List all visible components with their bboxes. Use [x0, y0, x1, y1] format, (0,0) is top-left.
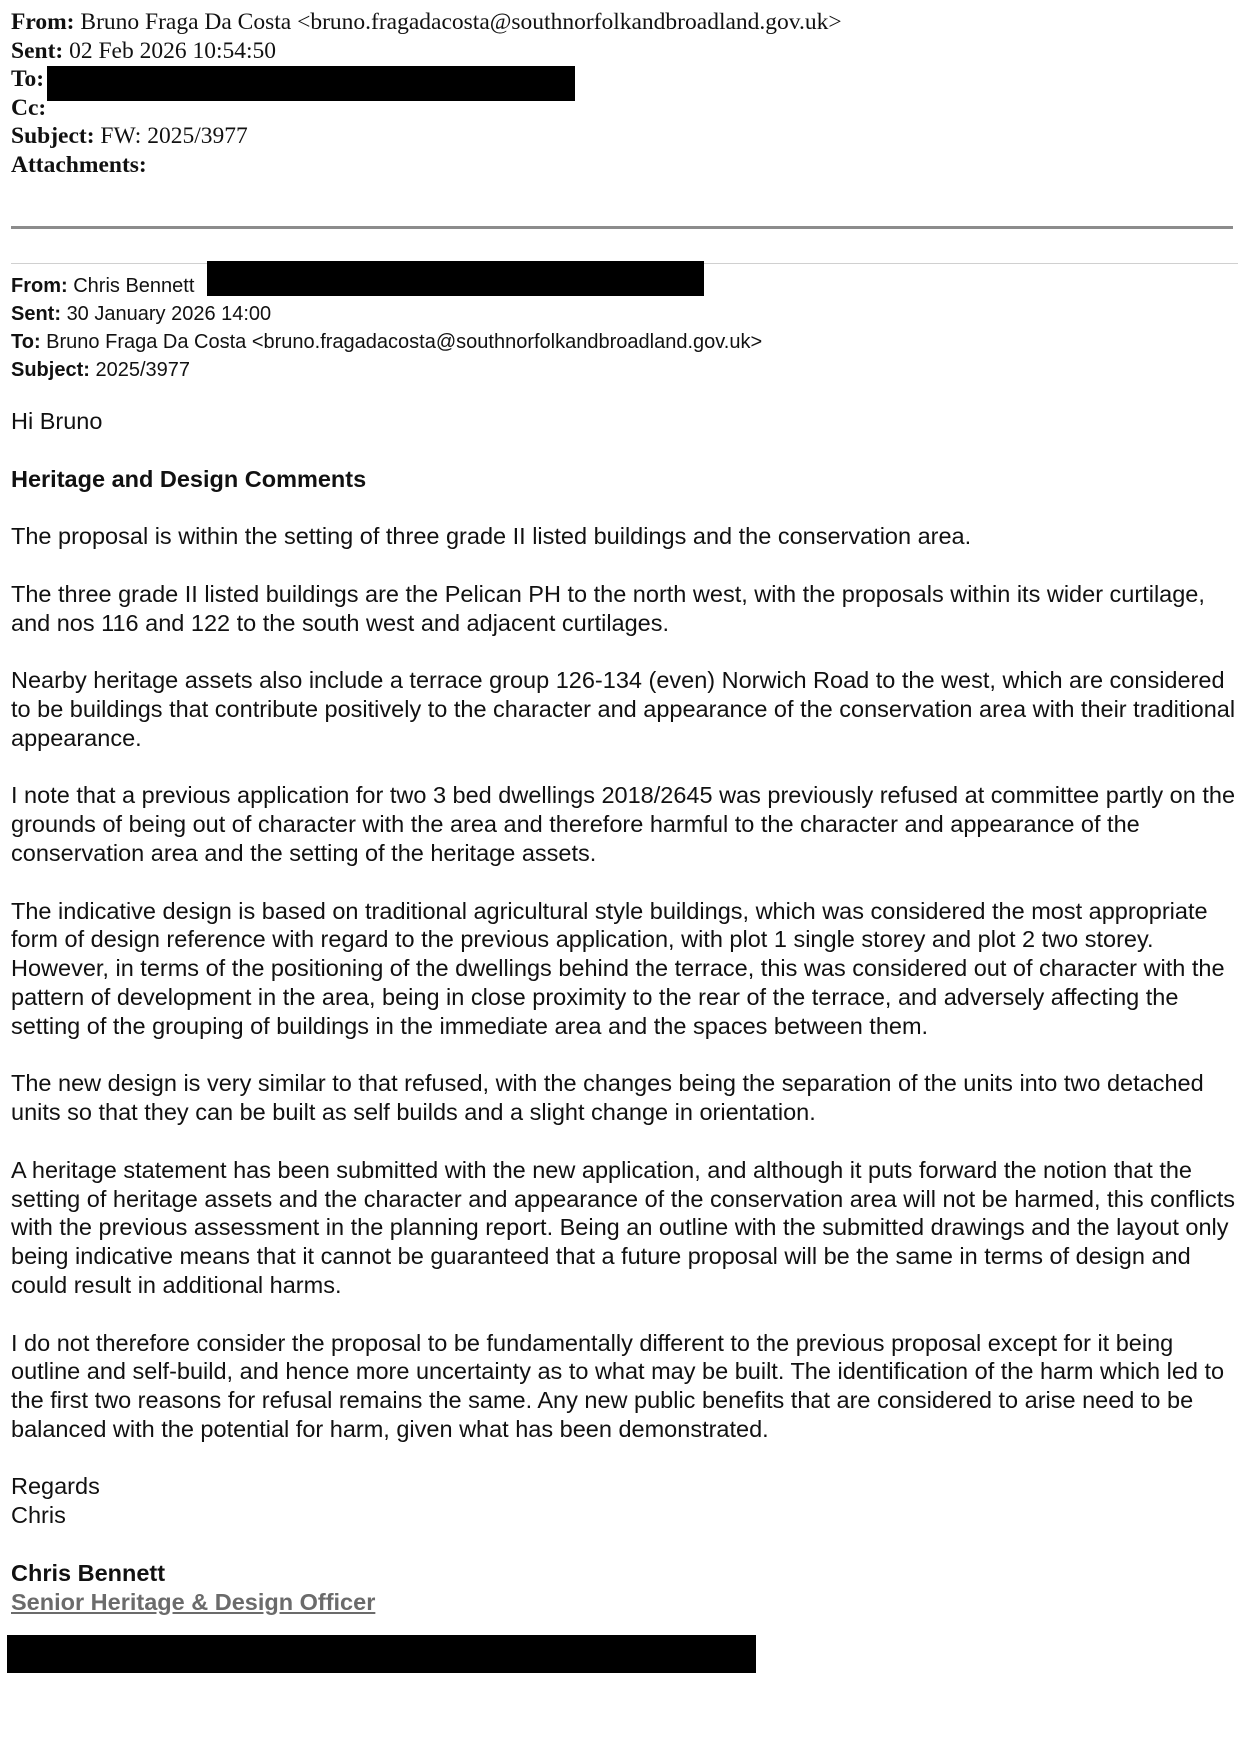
- original-subject-row: [11, 356, 1211, 384]
- body-paragraph: The proposal is within the setting of three grade II listed buildings and the conservation area.: [11, 523, 972, 550]
- body-paragraph: Nearby heritage assets also include a terrace group 126-134 (even) Norwich Road to the west, which are considered to be buildings that contribute positively to the character and appearance of the conservation area with their traditional appearance.: [11, 667, 1236, 751]
- from-value: Bruno Fraga Da Costa <bruno.fragadacosta@southnorfolkandbroadland.gov.uk>: [80, 9, 842, 35]
- redacted-signature-details: [7, 1635, 756, 1673]
- redacted-sender-email: [207, 261, 704, 296]
- body-paragraph: The three grade II listed buildings are the Pelican PH to the north west, with the proposals within its wider curtilage, and nos 116 and 122 to the south west and adjacent curtilages.: [11, 580, 1205, 636]
- subject-value: FW: 2025/3977: [100, 123, 248, 150]
- body-paragraph: The indicative design is based on traditional agricultural style buildings, which was considered the most appropriate form of design reference with regard to the previous application, with plot 1 single storey and plot 2 two storey. However, in terms of the positioning of the dwellings behind the terrace, this was considered out of character with the pattern of development in the area, being in close proximity to the rear of the terrace, and adversely affecting the setting of the grouping of buildings in the immediate area and the spaces between them.: [11, 897, 1225, 1039]
- header-cc-row: [11, 94, 1211, 123]
- original-from-label: From:: [11, 275, 68, 297]
- original-from-value: Chris Bennett: [73, 275, 195, 297]
- forwarded-email-header: [11, 8, 1211, 180]
- signature-block: [11, 1559, 1236, 1617]
- signature-name: Chris Bennett: [11, 1559, 166, 1586]
- body-paragraph: I note that a previous application for two 3 bed dwellings 2018/2645 was previously refused at committee partly on the grounds of being out of character with the area and therefore harmful to the character and appearance of the conservation area and the setting of the heritage assets.: [11, 782, 1236, 866]
- cc-label: Cc:: [11, 94, 47, 121]
- sign-off: [11, 1472, 1236, 1530]
- header-subject-row: [11, 122, 1211, 151]
- sent-label: Sent:: [11, 37, 64, 64]
- original-sent-label: Sent:: [11, 303, 61, 325]
- closing-name: Chris: [11, 1502, 66, 1529]
- original-to-value: Bruno Fraga Da Costa <bruno.fragadacosta@southnorfolkandbroadland.gov.uk>: [46, 331, 763, 353]
- original-subject-value: 2025/3977: [95, 359, 191, 381]
- message-body: [11, 407, 1236, 1616]
- body-paragraph: A heritage statement has been submitted with the new application, and although it puts forward the notion that the setting of heritage assets and the character and appearance of the conservation area will not be harmed, this conflicts with the previous assessment in the planning report. Being an outline with the submitted drawings and the layout only being indicative means that it cannot be guaranteed that a future proposal will be the same in terms of design and could result in additional harms.: [11, 1156, 1236, 1298]
- sent-value: 02 Feb 2026 10:54:50: [69, 37, 277, 64]
- from-label: From:: [11, 9, 75, 35]
- header-from-row: [11, 8, 1211, 37]
- original-sent-value: 30 January 2026 14:00: [66, 303, 272, 325]
- subject-label: Subject:: [11, 123, 95, 150]
- comments-heading: Heritage and Design Comments: [11, 465, 367, 492]
- original-email-header: [11, 272, 1211, 384]
- header-sent-row: [11, 37, 1211, 66]
- original-to-row: [11, 328, 1211, 356]
- greeting: Hi Bruno: [11, 408, 103, 434]
- closing: Regards: [11, 1473, 100, 1500]
- signature-title: Senior Heritage & Design Officer: [11, 1588, 376, 1615]
- attachments-label: Attachments:: [11, 151, 147, 178]
- original-to-label: To:: [11, 331, 41, 353]
- header-to-row: [11, 65, 1211, 94]
- body-paragraph: The new design is very similar to that refused, with the changes being the separation of the units into two detached units so that they can be built as self builds and a slight change in orientation.: [11, 1070, 1204, 1126]
- original-subject-label: Subject:: [11, 359, 90, 381]
- original-sent-row: [11, 300, 1211, 328]
- to-label: To:: [11, 66, 45, 93]
- header-attachments-row: [11, 151, 1211, 180]
- header-divider: [11, 226, 1233, 229]
- original-from-row: [11, 272, 1211, 300]
- body-paragraph: I do not therefore consider the proposal to be fundamentally different to the previous proposal except for it being outline and self-build, and hence more uncertainty as to what may be built. The identification of the harm which led to the first two reasons for refusal remains the same. Any new public benefits that are considered to arise need to be balanced with the potential for harm, given what has been demonstrated.: [11, 1329, 1225, 1442]
